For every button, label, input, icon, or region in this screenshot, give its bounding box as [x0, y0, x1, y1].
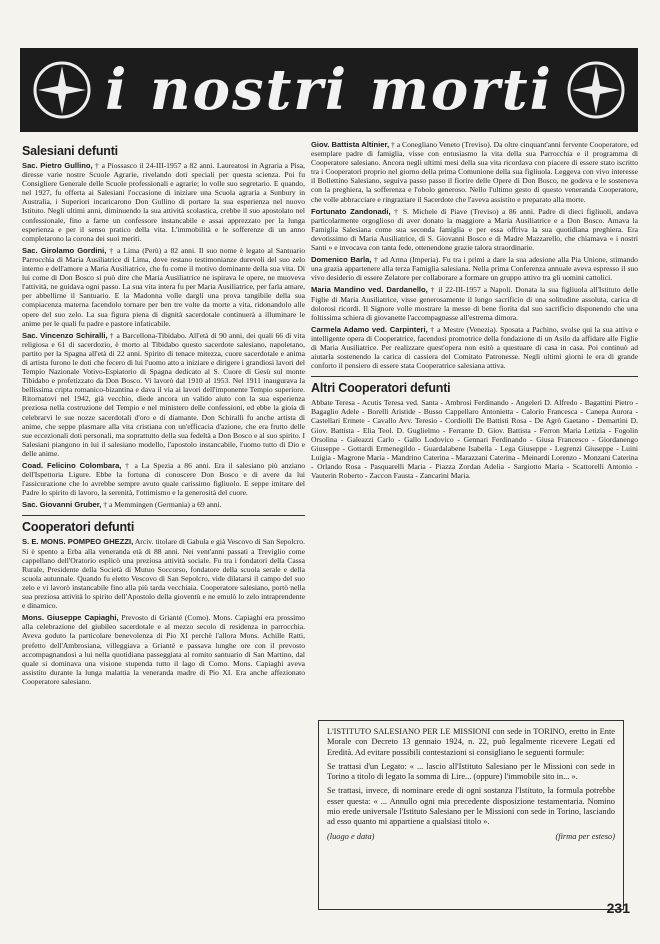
notice-eredita: Se trattasi, invece, di nominare erede di ogni sostanza l'Istituto, la formula potrebbe esser questa: « ... Annullo ogni mia precedente disposizione testamentaria. Nomino mio erede universale l'Istituto Salesiano per le Missioni con sede in Torino, lasciando ad esso quanto mi appartiene a qualsiasi titolo ».: [327, 786, 615, 827]
entry-text: Prevosto di Grianté (Como). Mons. Capiaghi era prossimo alla celebrazione del giubileo sacerdotale e al mezzo secolo di residenza in parrocchia. Aveva goduto la particolare benevolenza di Pio XI perchè l'allora Mons. Achille Ratti, prefetto dell'Ambrosiana, villeggiava a Grianté e passava lunghe ore con il prevosto accompagnandosi a lui nella quotidiana passeggiata al romito santuario di San Martino, dal quale si dominava una visione stupenda tutto il lago di Como. Mons. Capiaghi aveva assistito durante la lunga malattia la veneranda madre di Pio XI. Era anche affezionato Cooperatore salesiano.: [22, 613, 305, 686]
section-heading: Salesiani defunti: [22, 144, 118, 158]
entry-name: Mons. Giuseppe Capiaghi,: [22, 613, 119, 623]
obituary-entry: [22, 331, 305, 458]
obituary-entry: [22, 537, 305, 610]
left-column: [22, 140, 305, 689]
entry-text: † a Lima (Perù) a 82 anni. Il suo nome è legato al Santuario Parrocchia di Maria Ausiliatrice di Lima, dove restano testimonianze durevoli del suo zelo interno e dell'amore a Maria Ausiliatrice, che fu come il motivo dominante della sua vita. Di lui come di Don Bosco si può dire che Maria Ausiliatrice ne ispirava le opere, ne muoveva l'attività, ne guidava ogni passo. La sua vita intera fu per Maria Ausiliatrice, per farla amare, per abbellirne il Santuario. E la Madonna volle dargli una prova tangibile della sua compiacenza materna facendolo tornare per ben tre volte da morte a vita, ridonandolo alle opere del suo zelo. La sua figura piena di dignità sacerdotale continuerà a illuminare le anime per le quali fu padre e pastore infaticabile.: [22, 245, 305, 328]
divider: [311, 376, 638, 377]
notice-place-date: (luogo e data): [327, 831, 375, 841]
obituary-entry: [22, 500, 305, 509]
entry-name: Carmela Adamo ved. Carpinteri,: [311, 324, 428, 334]
entry-text: † ad Arma (Imperia). Fu tra i primi a dare la sua adesione alla Pia Unione, stimando una grazia appartenere alla terza Famiglia salesiana. Nella prima Conferenza annuale aveva espresso il suo vivo desiderio di essere Zelatore per collaborare a formare un gruppo attivo tra gli uomini cattolici.: [311, 255, 638, 283]
section-heading: Cooperatori defunti: [22, 520, 135, 535]
entry-name: Sac. Giovanni Gruber,: [22, 500, 102, 510]
entry-text: † a Barcellona-Tibidabo. All'età di 90 anni, dei quali 66 di vita religiosa e 61 di sacerdozio, è morto al Tibidabo questo sacerdote salesiano, napoletano, partito per la Spagna all'età di 22 anni. Spirito di tenace mitezza, cuore sacerdotale e anima di artista furono le doti che fecero di lui l'uomo atto a iniziare e dirigere i grandiosi lavori del Tempio Nazionale Votivo-Espiatorio di Spagna dedicato al S. Cuore di Gesù sul monte Tibidabo e profetizzato da Don Bosco. Vi lavorò dal 1910 al 1953. Nel 1911 inaugurava la bellissima cripta romanico-bizantina e dava il via ai lavori dell'imponente Tempio superiore. Ritornatovi nel 1942, già vecchio, diede ancora un valido aiuto con la sua esperienza preziosa nella costruzione del Tempio e nel ministero delle confessioni, ed ebbe la gioia di celebrarvi le sue nozze sacerdotali d'oro e di diamante. Don Schiralli fu anche artista di anime, che seppe plasmare alla vita cristiana con un'efficacia d'azione, che era frutto delle sue eccezionali doti personali, ma soprattutto della sua fedeltà a Don Bosco e al suo spirito. I Salesiani piangono in lui il salesiano modello, l'apostolo instancabile, l'uomo tutto di Dio e delle anime.: [22, 330, 305, 458]
obituary-entry: [22, 246, 305, 328]
cross-emblem-icon: [30, 58, 94, 122]
entry-text: † S. Michele di Piave (Treviso) a 86 anni. Padre di dieci figliuoli, andava particolarmente orgoglioso di aver donato la maggiore a Maria Ausiliatrice e a Don Bosco. Amava la Famiglia Salesiana come sua seconda famiglia e per essa offriva la sua quotidiana preghiera. Era devotissimo di Maria Ausiliatrice, di S. Giovanni Bosco e di Madre Mazzarello, che chiamava « i nostri Santi » e invocava con tanta fede, ottenendone grazie talora straordinarie.: [311, 206, 638, 253]
divider: [22, 515, 305, 516]
banner: [20, 48, 638, 132]
page-number: 231: [606, 900, 630, 916]
notice-signature: (firma per esteso): [555, 831, 615, 841]
obituary-entry: [22, 613, 305, 686]
notice-intro: L'ISTITUTO SALESIANO PER LE MISSIONI con sede in TORINO, eretto in Ente Morale con Decreto 13 gennaio 1924, n. 22, può legalmente ricevere Legati ed Eredità. Ad evitare possibili contestazioni si consigliano le seguenti formule:: [327, 727, 615, 757]
entry-name: Sac. Pietro Gullino,: [22, 161, 93, 170]
obituary-entry: [311, 140, 638, 204]
entry-text: † a Memmingen (Germania) a 69 anni.: [103, 500, 222, 510]
legacy-notice-box: [318, 720, 624, 910]
entry-text: † a Conegliano Veneto (Treviso). Da oltre cinquant'anni fervente Cooperatore, ed esemplare padre di famiglia, visse con entusiasmo la vita della sua Parrocchia e il programma di Cooperatore salesiano. Ancora negli ultimi mesi della sua vita ricordava con piacere di essere stato iscritto tra i Cooperatori proprio nel giorno della prima Comunione della sua figliuola. Leggeva con vivo interesse il Bollettino Salesiano, seguiva passo passo il fiorire delle Opere di Don Bosco, ne godeva e le sosteneva con la preghiera, la sofferenza e l'obolo generoso. Nello l'ultimo gesto di questo veneranda Cooperatore, che volle abbracciare e ringraziare il Sacerdote che l'aveva assistito e preparato alla morte.: [311, 140, 639, 204]
entry-text: † a Mestre (Venezia). Sposata a Pachino, svolse qui la sua attiva e intelligente opera di Cooperatrice, facendosi promotrice della fondazione di un Asilo da affidare alle Figlie di Maria Ausiliatrice. Per realizzare quest'opera non esitò a questuare di casa in casa. Poi continuò ad aiutarla sostenendo la carica di cassiera del Comitato Patronesse. Negli ultimi giorni le era di grande conforto il pensiero di essere stata Cooperatrice salesiana attiva.: [311, 324, 638, 371]
cross-emblem-icon: [564, 58, 628, 122]
right-column: [311, 140, 638, 483]
entry-name: Fortunato Zandonadi,: [311, 206, 391, 216]
section-heading: Altri Cooperatori defunti: [311, 381, 451, 396]
entry-text: † a Piossasco il 24-III-1957 a 82 anni. Laureatosi in Agraria a Pisa, diresse varie nostre Scuole Agrarie, rivelando doti speciali per questa scienza. Poi fu Consigliere Generale delle Scuole professionali e agrarie; lo volle suo segretario. E quando, nel 1927, fu offerta ai Salesiani l'occasione di iniziare una Scuola agraria a Sunbury in Australia, i Superiori incaricarono Don Gullino di portare la sua esperienza nel nuovo Istituto. Negli ultimi anni, diminuendo la sua attività scolastica, crebbe il suo apostolato nel confessionale, fino a farne un confessore instancabile e assai apprezzato per la lunga esperienza e per il senso pratico della vita. L'immobilità e le sofferenze di un anno completarono la corona dei suoi meriti.: [22, 161, 305, 243]
obituary-entry: [311, 325, 638, 370]
obituary-entry: [22, 161, 305, 243]
notice-legato: Se trattasi d'un Legato: « ... lascio all'Istituto Salesiano per le Missioni con sede in Torino a titolo di legato la somma di Lire... (oppure) l'immobile sito in... ».: [327, 761, 615, 782]
entry-text: Arciv. titolare di Gabula e già Vescovo di San Sepolcro. Si è spento a Erba alla veneranda età di 88 anni. Nei vent'anni passati a Treviglio come cappellano dell'Oratorio esplicò una preziosa attività sociale. Fu tra i fondatori della Cassa Rurale, Presidente della Società di Mutuo Soccorso, fondatore della scuola serale e della scuola autunnale. Quando fu eletto Vescovo di San Sepolcro, vide dilatarsi il campo del suo zelo e vi lavorò instancabile fino alla più tarda vecchiaia. Cooperatore salesiano, portò nella sua preziosa attività lo spirito dell'Apostolo della gioventù e ne emulò lo zelo intraprendente e dinamico.: [22, 537, 305, 611]
notice-signature-line: [327, 832, 615, 842]
entry-name: S. E. MONS. POMPEO GHEZZI,: [22, 537, 134, 547]
banner-title: i nostri morti: [105, 57, 553, 123]
entry-name: Domenico Barla,: [311, 255, 372, 265]
entry-name: Coad. Felicino Colombara,: [22, 461, 122, 470]
entry-name: Giov. Battista Altinier,: [311, 140, 390, 149]
entry-text: † a La Spezia a 86 anni. Era il salesiano più anziano dell'Ispettoria Ligure. Ebbe la fortuna di conoscere Don Bosco e di avere da lui l'assicurazione che lo avrebbe sempre avuto quale carissimo figliuolo. E seppe imitare del Padre lo spirito di lavoro, la serenità, l'ottimismo e la generosità del cuore.: [22, 461, 305, 498]
entry-name: Sac. Girolamo Gordini,: [22, 245, 107, 255]
obituary-entry: [311, 255, 638, 282]
obituary-entry: [311, 207, 638, 252]
obituary-entry: [22, 461, 305, 497]
salesiani-list: [22, 161, 305, 509]
entry-text: † il 22-III-1957 a Napoli. Donata la sua figliuola all'Istituto delle Figlie di Maria Ausiliatrice, visse generosamente il lungo sacrificio di una solitudine assoluta, carica di dolorosi ricordi. Il Signore volle mostrare la messe di bene fiorita dal suo sacrificio disponendo che una foltissima schiera di giovanette l'accompagnasse all'estrema dimora.: [311, 285, 638, 322]
names-list: Abbate Teresa - Acutis Teresa ved. Santa - Ambrosi Ferdinando - Angeleri D. Alfredo - Bagattini Pietro - Bagaglio Adele - Borelli Aristide - Busso Cappellaro Antonietta - Calorio Francesca - Canepa Aurora - Castellari Ermete - Cavallo Avv. Teresio - Cordiolli De Battisti Rosa - De Agrò Gaetano - Demartini D. Giov. Battista - Elia Teol. D. Guglielmo - Ferrante D. Giov. Battista - Ferron Maria Letizia - Fogolin Orsolina - Galeazzi Carlo - Gallo Lodovico - Gennari Ferdinando - Giusa Francesco - Giordanengo Giuseppe - Gottardi Ermenegildo - Guardalabene Isabella - Lega Giuseppe - Legrenzi Giuseppe - Luini Luigia - Magrone Maria - Mandrino Caterina - Marazzani Caterina - Meinardi Lorenzo - Monzani Caterina - Orlando Rosa - Pasquarelli Maria - Piazza Zordan Adelia - Sargiotto Maria - Scattorelli Antonio - Vauterin Roberto - Zaccon Fausta - Zancarini Maria.: [311, 398, 638, 480]
obituary-entry: [311, 285, 638, 321]
entry-name: Sac. Vincenzo Schiralli,: [22, 330, 108, 340]
entry-name: Maria Mandino ved. Dardanello,: [311, 285, 428, 295]
